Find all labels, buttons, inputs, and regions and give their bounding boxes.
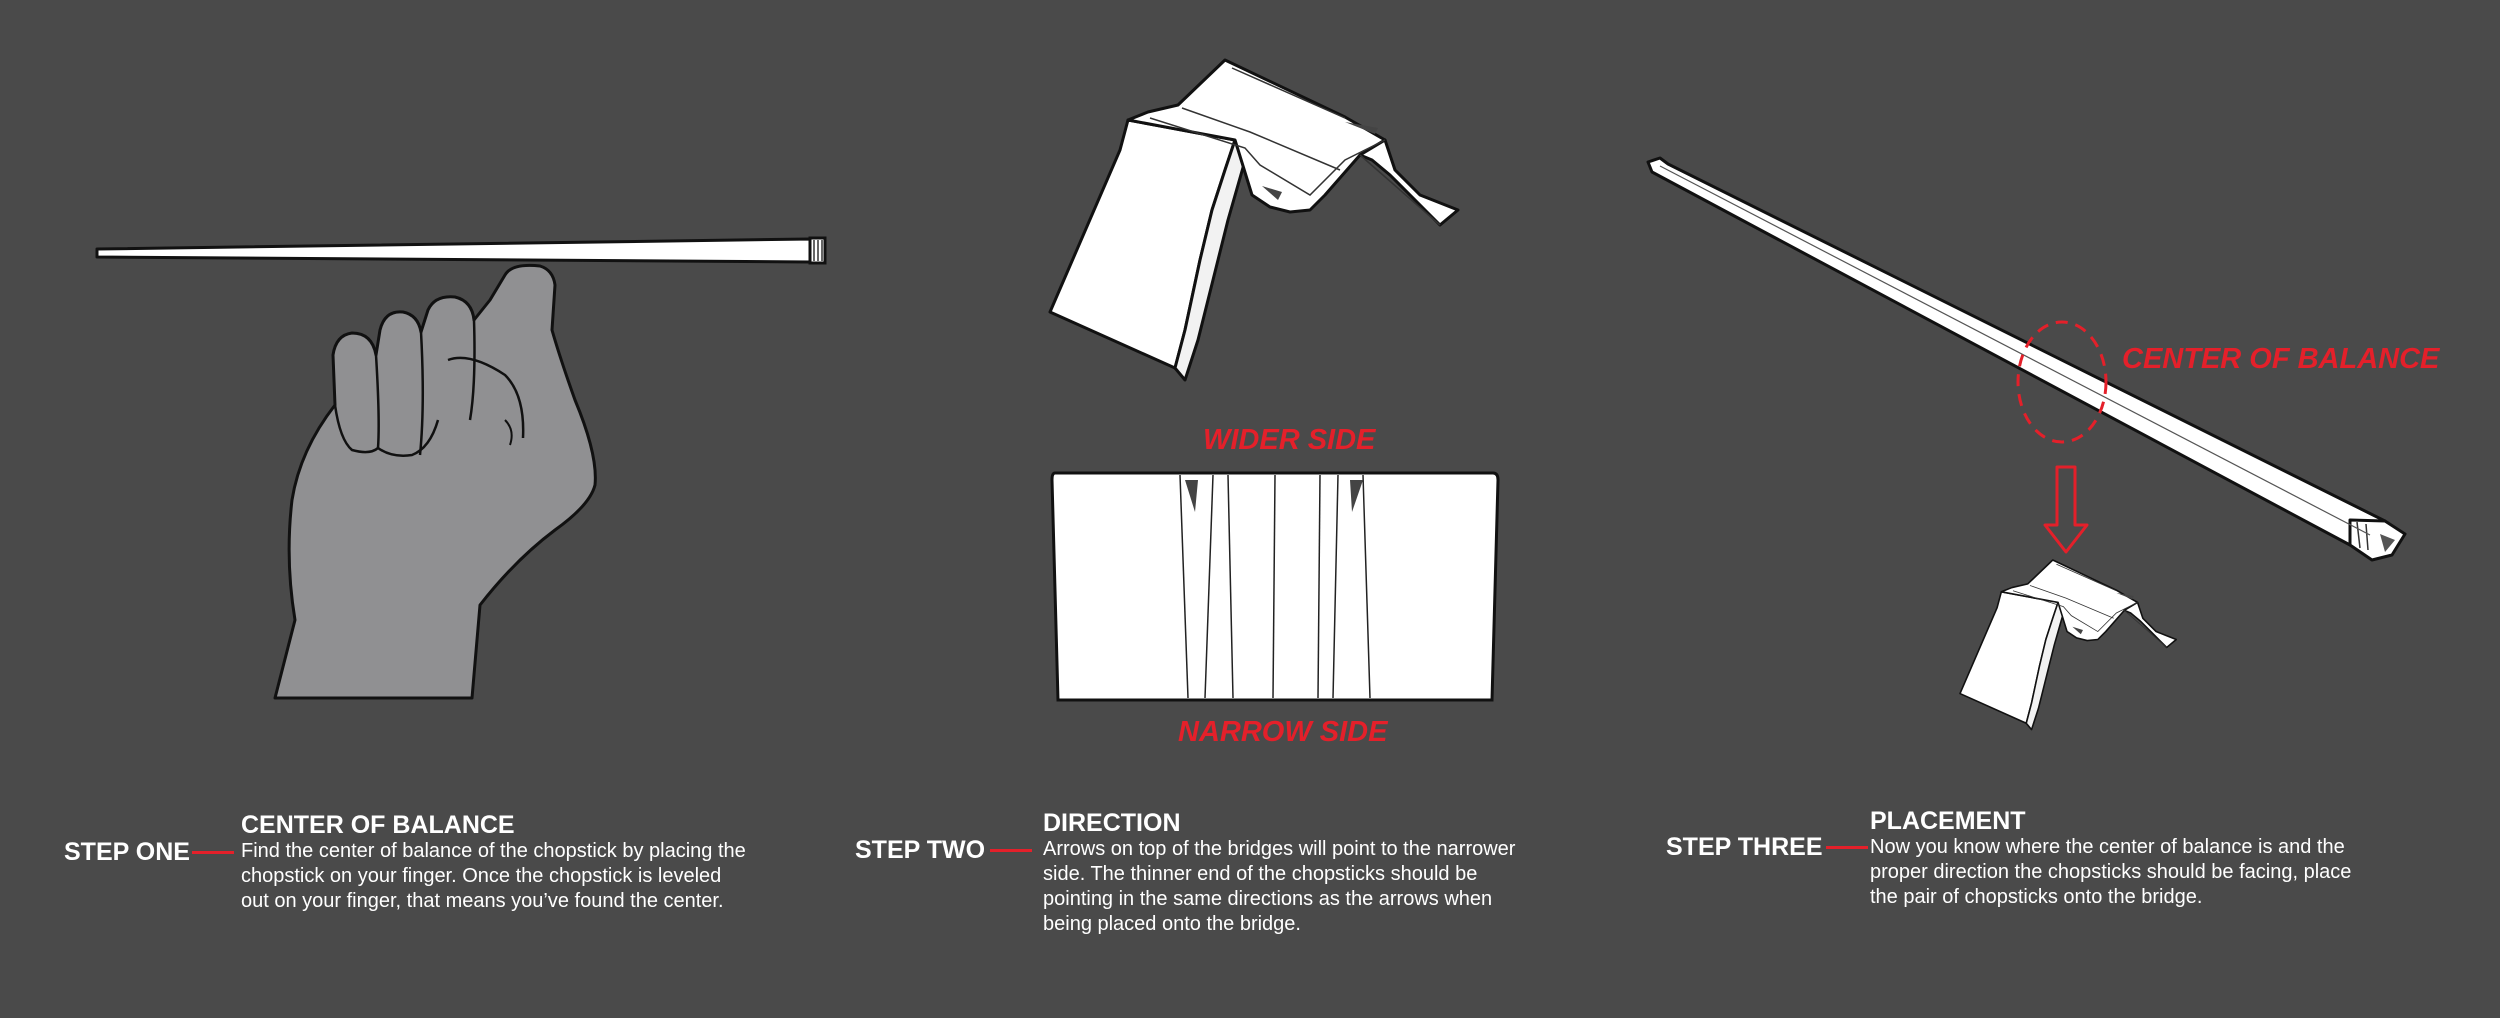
- description-line: pointing in the same directions as the arrows when: [1043, 888, 1493, 910]
- step-description: [1043, 837, 1603, 937]
- step-label: STEP ONE: [64, 838, 190, 866]
- description-line: being placed onto the bridge.: [1043, 913, 1301, 935]
- description-line: out on your finger, that means you’ve found the center.: [241, 890, 724, 912]
- description-line: chopstick on your finger. Once the chopstick is leveled: [241, 865, 722, 887]
- step-label: STEP THREE: [1666, 833, 1823, 861]
- chopstick-bridge-small-illustration: [1960, 560, 2176, 730]
- hand-illustration: [275, 265, 595, 698]
- step-label: STEP TWO: [855, 836, 986, 864]
- step-description: [241, 839, 801, 914]
- step-connector: [990, 849, 1032, 852]
- down-arrow-icon: [2045, 467, 2087, 552]
- step-title: PLACEMENT: [1870, 807, 2026, 835]
- step-title: CENTER OF BALANCE: [241, 811, 515, 839]
- description-line: Now you know where the center of balance is and the: [1870, 836, 2345, 858]
- center-of-balance-label: CENTER OF BALANCE: [2122, 343, 2440, 375]
- wider-side-label: WIDER SIDE: [1203, 424, 1376, 456]
- chopstick-on-finger-illustration: [97, 238, 825, 263]
- description-line: the pair of chopsticks onto the bridge.: [1870, 886, 2203, 908]
- description-line: Arrows on top of the bridges will point to the narrower: [1043, 838, 1516, 860]
- chopstick-bridge-top-view-illustration: [1052, 473, 1498, 700]
- step-connector: [1826, 846, 1868, 849]
- step-title: DIRECTION: [1043, 809, 1181, 837]
- description-line: proper direction the chopsticks should be facing, place: [1870, 861, 2352, 883]
- description-line: Find the center of balance of the chopstick by placing the: [241, 840, 746, 862]
- step-connector: [192, 851, 234, 854]
- narrow-side-label: NARROW SIDE: [1178, 716, 1388, 748]
- description-line: side. The thinner end of the chopsticks should be: [1043, 863, 1478, 885]
- step-description: [1870, 835, 2430, 910]
- chopstick-bridge-3d-illustration: [1050, 60, 1458, 380]
